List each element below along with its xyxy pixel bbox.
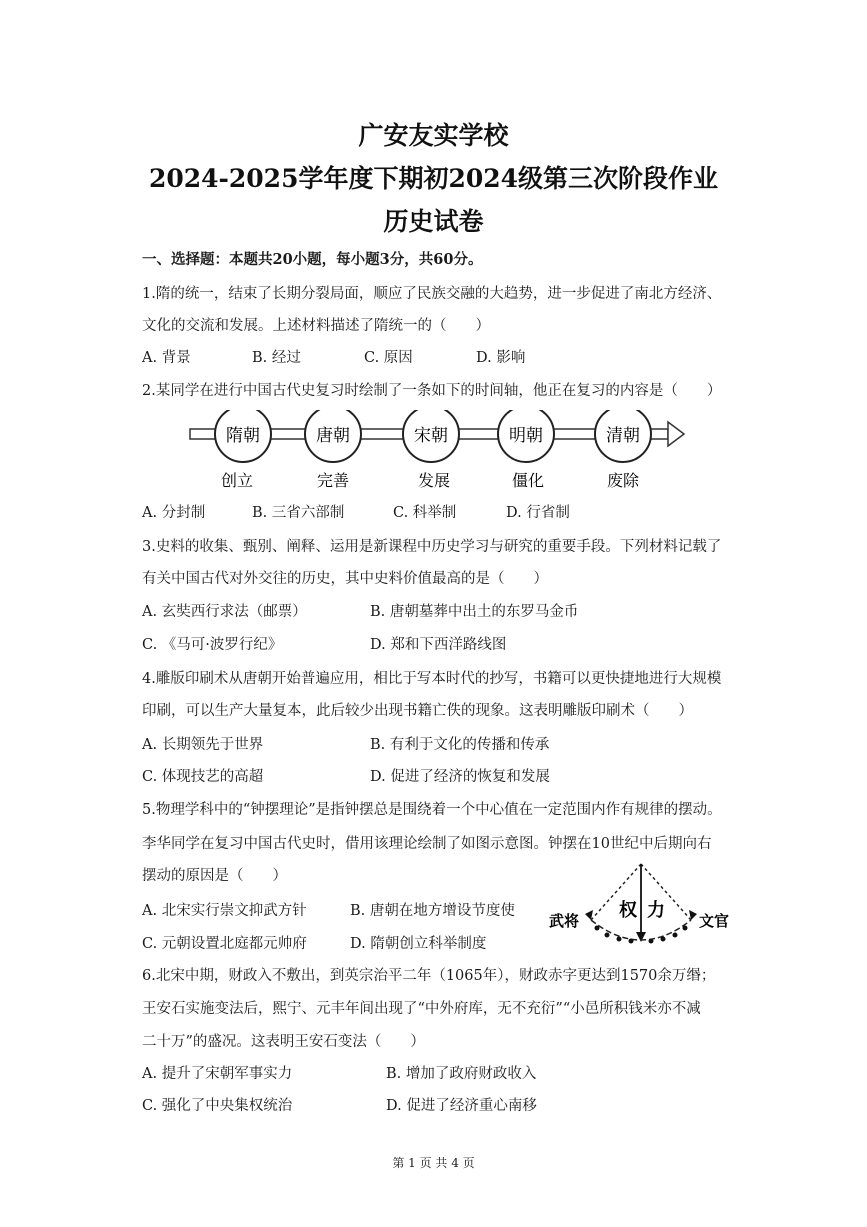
q3-option-d: D. 郑和下西洋路线图 xyxy=(370,637,507,653)
term-title: 2024-2025学年度下期初2024级第三次阶段作业 xyxy=(148,164,719,193)
pendulum-center-label-1: 权 xyxy=(619,900,637,921)
section-heading: 一、选择题：本题共20小题，每小题3分，共60分。 xyxy=(142,251,483,268)
school-title: 广安友实学校 xyxy=(358,121,509,150)
page-footer: 第 1 页 共 4 页 xyxy=(392,1156,475,1170)
timeline-node-4 xyxy=(498,410,554,490)
timeline-stage-4: 僵化 xyxy=(511,471,545,490)
q6-stem-line3: 二十万”的盛况。这表明王安石变法（ ） xyxy=(142,1034,425,1050)
q3-option-c: C. 《马可·波罗行纪》 xyxy=(142,637,283,653)
q1-option-d: D. 影响 xyxy=(476,350,526,366)
pendulum-left-label: 武将 xyxy=(549,912,580,930)
q1-option-a: A. 背景 xyxy=(142,350,191,366)
q5-stem-line2: 李华同学在复习中国古代史时，借用该理论绘制了如图示意图。钟摆在10世纪中后期向右 xyxy=(142,836,712,852)
q2-option-b: B. 三省六部制 xyxy=(252,505,345,521)
q1-option-c: C. 原因 xyxy=(364,350,413,366)
q5-option-a: A. 北宋实行崇文抑武方针 xyxy=(142,903,307,919)
q4-stem-line2: 印刷，可以生产大量复本，此后较少出现书籍亡佚的现象。这表明雕版印刷术（ ） xyxy=(142,703,693,719)
q5-option-b: B. 唐朝在地方增设节度使 xyxy=(350,903,515,919)
subject-title: 历史试卷 xyxy=(383,207,484,236)
timeline-node-1 xyxy=(215,410,271,490)
timeline-dynasty-1: 隋朝 xyxy=(226,426,260,446)
timeline-stage-5: 废除 xyxy=(606,471,640,490)
timeline-diagram xyxy=(0,410,867,500)
q6-option-a: A. 提升了宋朝军事实力 xyxy=(142,1066,293,1082)
timeline-dynasty-3: 宋朝 xyxy=(414,426,448,446)
pendulum-diagram xyxy=(545,860,765,960)
q6-stem-line2: 王安石实施变法后，熙宁、元丰年间出现了“中外府库，无不充衍”“小邑所积钱米亦不减 xyxy=(142,1001,701,1017)
q4-option-b: B. 有利于文化的传播和传承 xyxy=(370,737,550,753)
timeline-dynasty-4: 明朝 xyxy=(509,426,543,446)
q6-stem-line1: 6.北宋中期，财政入不敷出，到英宗治平二年（1065年），财政赤字更达到1570余万缗； xyxy=(142,968,716,984)
timeline-stage-3: 发展 xyxy=(417,471,451,490)
q6-option-c: C. 强化了中央集权统治 xyxy=(142,1098,293,1114)
timeline-dynasty-5: 清朝 xyxy=(606,426,640,446)
q5-option-d: D. 隋朝创立科举制度 xyxy=(350,936,487,952)
q3-option-a: A. 玄奘西行求法（邮票） xyxy=(142,604,307,620)
q2-option-c: C. 科举制 xyxy=(393,505,457,521)
timeline-dynasty-2: 唐朝 xyxy=(316,426,350,446)
q2-option-a: A. 分封制 xyxy=(142,505,206,521)
q1-stem-line2: 文化的交流和发展。上述材料描述了隋统一的（ ） xyxy=(142,318,490,334)
q3-stem-line2: 有关中国古代对外交往的历史，其中史料价值最高的是（ ） xyxy=(142,571,548,587)
timeline-node-2 xyxy=(305,410,361,490)
q1-option-b: B. 经过 xyxy=(252,350,301,366)
timeline-node-5 xyxy=(595,410,651,490)
q5-stem-line1: 5.物理学科中的“钟摆理论”是指钟摆总是围绕着一个中心值在一定范围内作有规律的摆动。 xyxy=(142,802,722,818)
q2-option-d: D. 行省制 xyxy=(506,505,570,521)
q6-option-b: B. 增加了政府财政收入 xyxy=(386,1066,537,1082)
q5-stem-line3: 摆动的原因是（ ） xyxy=(142,868,287,884)
q4-option-c: C. 体现技艺的高超 xyxy=(142,769,264,785)
q2-stem-line1: 2.某同学在进行中国古代史复习时绘制了一条如下的时间轴，他正在复习的内容是（ ） xyxy=(142,383,722,399)
q3-option-b: B. 唐朝墓葬中出土的东罗马金币 xyxy=(370,604,579,620)
pendulum-right-label: 文官 xyxy=(699,912,730,930)
q4-option-a: A. 长期领先于世界 xyxy=(142,737,264,753)
q6-option-d: D. 促进了经济重心南移 xyxy=(386,1098,537,1114)
q1-stem-line1: 1.隋的统一，结束了长期分裂局面，顺应了民族交融的大趋势，进一步促进了南北方经济、 xyxy=(142,286,722,302)
timeline-node-3 xyxy=(403,410,459,490)
q4-stem-line1: 4.雕版印刷术从唐朝开始普遍应用，相比于写本时代的抄写，书籍可以更快捷地进行大规模 xyxy=(142,671,722,687)
timeline-stage-2: 完善 xyxy=(316,471,350,490)
timeline-stage-1: 创立 xyxy=(220,471,254,490)
pendulum-center-label-2: 力 xyxy=(647,900,665,921)
q3-stem-line1: 3.史料的收集、甄别、阐释、运用是新课程中历史学习与研究的重要手段。下列材料记载了 xyxy=(142,539,722,555)
q5-option-c: C. 元朝设置北庭都元帅府 xyxy=(142,936,307,952)
q4-option-d: D. 促进了经济的恢复和发展 xyxy=(370,769,550,785)
timeline-arrow-icon xyxy=(668,422,684,446)
